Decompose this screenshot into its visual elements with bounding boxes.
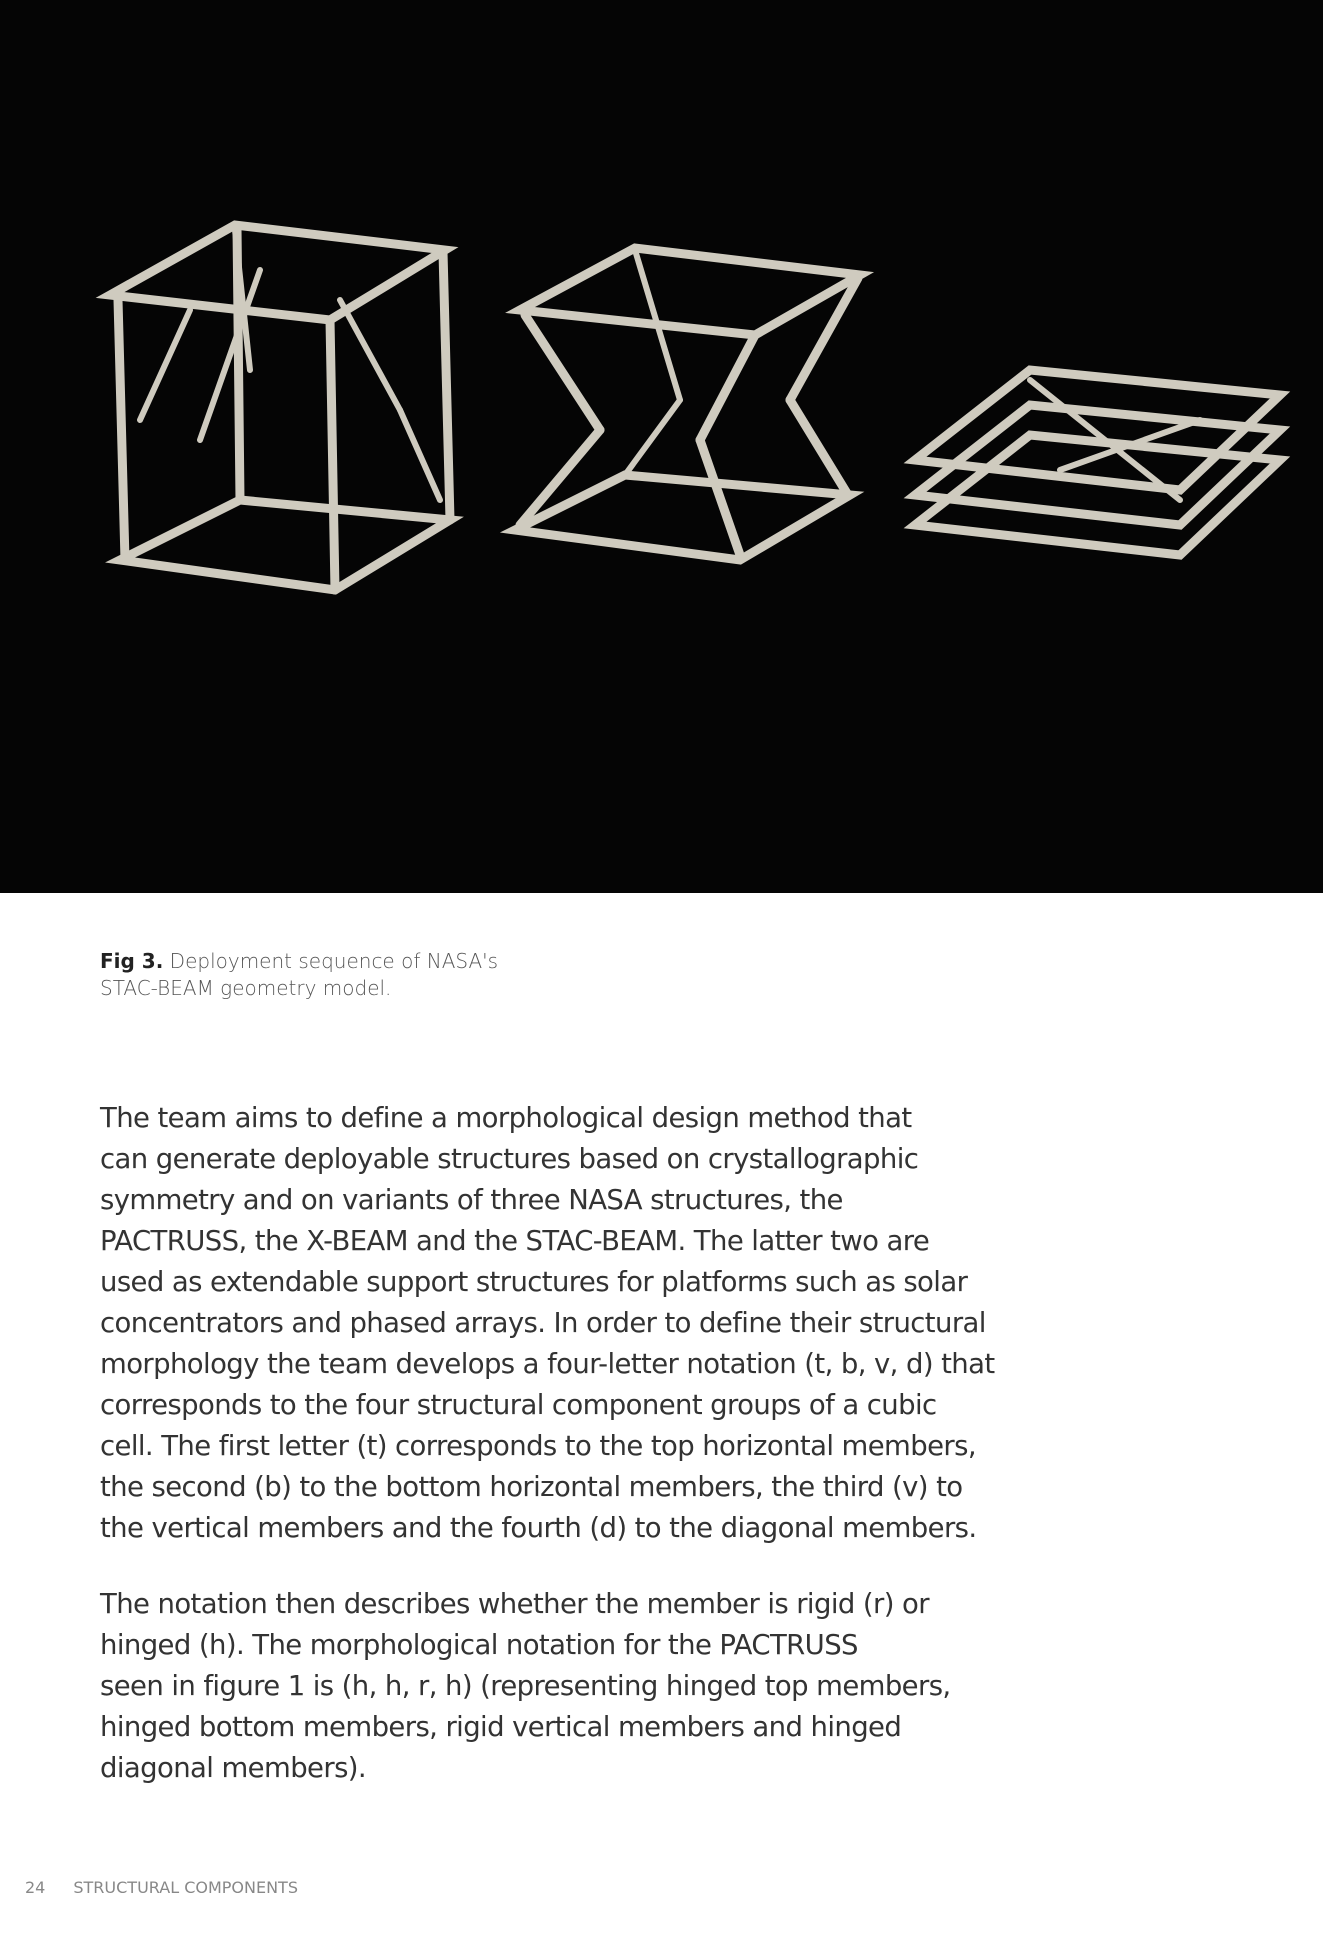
caption-line: Deployment sequence of NASA's — [169, 949, 499, 973]
text-line: PACTRUSS, the X-BEAM and the STAC-BEAM. The latter two are — [100, 1225, 930, 1257]
text-line: can generate deployable structures based on crystallographic — [100, 1143, 919, 1175]
figure-caption — [100, 948, 498, 1002]
text-line: hinged bottom members, rigid vertical members and hinged — [100, 1711, 902, 1743]
text-line: the vertical members and the fourth (d) to the diagonal members. — [100, 1512, 977, 1544]
figure-photo-stac-beam-models — [0, 0, 1323, 893]
text-line: concentrators and phased arrays. In order to define their structural — [100, 1307, 986, 1339]
page-number: 24 — [25, 1878, 46, 1897]
text-line: diagonal members). — [100, 1752, 367, 1784]
text-line: The team aims to define a morphological design method that — [100, 1102, 912, 1134]
section-title: STRUCTURAL COMPONENTS — [73, 1878, 298, 1897]
truss-models-illustration — [0, 0, 1323, 893]
cube-partially-deployed — [515, 248, 860, 560]
text-line: The notation then describes whether the member is rigid (r) or — [100, 1588, 929, 1620]
figure-label: Fig 3. — [100, 949, 164, 973]
text-line: hinged (h). The morphological notation for the PACTRUSS — [100, 1629, 858, 1661]
page-footer — [25, 1878, 326, 1897]
body-paragraph-2 — [100, 1584, 1000, 1789]
text-line: seen in figure 1 is (h, h, r, h) (representing hinged top members, — [100, 1670, 951, 1702]
cube-stowed — [915, 370, 1280, 555]
caption-line: STAC-BEAM geometry model. — [100, 976, 392, 1000]
text-line: symmetry and on variants of three NASA structures, the — [100, 1184, 843, 1216]
body-paragraph-1 — [100, 1098, 1000, 1549]
text-line: used as extendable support structures for platforms such as solar — [100, 1266, 968, 1298]
text-line: cell. The first letter (t) corresponds to the top horizontal members, — [100, 1430, 976, 1462]
cube-extended — [110, 225, 450, 590]
text-line: morphology the team develops a four-letter notation (t, b, v, d) that — [100, 1348, 995, 1380]
text-line: the second (b) to the bottom horizontal members, the third (v) to — [100, 1471, 963, 1503]
text-line: corresponds to the four structural component groups of a cubic — [100, 1389, 937, 1421]
